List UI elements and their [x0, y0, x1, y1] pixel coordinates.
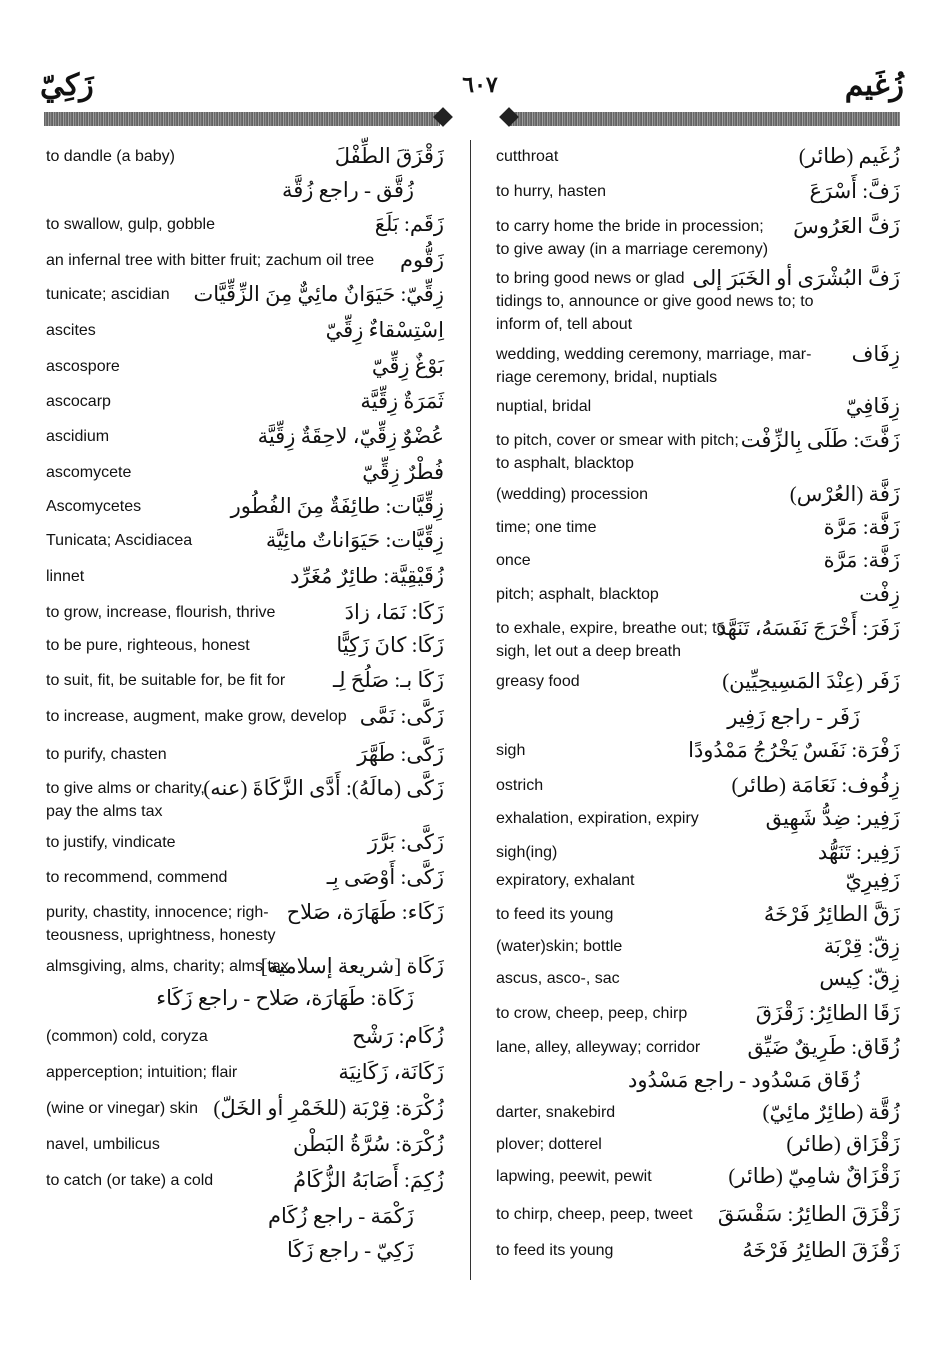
- entry-english: expiratory, exhalant: [496, 872, 635, 889]
- page-number: ٦٠٧: [462, 72, 498, 97]
- entry-arabic: زِقّ: كِيس: [819, 966, 900, 990]
- entry-arabic: زَكَاة [شريعة إسلامية]: [260, 954, 444, 978]
- entry-english: (wedding) procession: [496, 486, 649, 503]
- entry-english: to crow, cheep, peep, chirp: [496, 1005, 688, 1022]
- entry-arabic: فُطْرٌ زِقِّيّ: [362, 460, 444, 484]
- entry-english: linnet: [46, 568, 85, 585]
- entry-arabic: زِفَافِيّ: [845, 394, 900, 418]
- entry-arabic: زَكَا: كانَ زَكِيًّا: [336, 633, 444, 657]
- entry-english-continued: riage ceremony, bridal, nuptials: [496, 369, 718, 386]
- entry-english: to dandle (a baby): [46, 148, 175, 165]
- entry-arabic: اِسْتِسْقاءٌ زِقِّيّ: [325, 318, 444, 342]
- entry-arabic: زُغَيم (طائر): [798, 144, 900, 168]
- entry-arabic: زُكْرَة: قِرْبَة (للخَمْرِ أو الخَلّ): [213, 1096, 444, 1120]
- entry-arabic: زَكَّى (مالَهُ): أَدَّى الزَّكَاةَ (عنه): [203, 776, 444, 800]
- entry-arabic: زَفَّ العَرُوسَ: [793, 214, 900, 238]
- entry-english: to feed its young: [496, 1242, 614, 1259]
- entry-arabic: زِقِّيّ: حَيَوَانٌ مائِيٌّ مِنَ الزِّقِّيَّات: [193, 282, 444, 306]
- entry-english: to catch (or take) a cold: [46, 1172, 214, 1189]
- entry-english: pitch; asphalt, blacktop: [496, 586, 659, 603]
- entry-english: (wine or vinegar) skin: [46, 1100, 199, 1117]
- entry-arabic: ثَمَرَةٌ زِقِّيَّة: [360, 389, 444, 413]
- entry-arabic: زَقْزَاق (طائر): [786, 1132, 900, 1156]
- entry-english: ascites: [46, 322, 96, 339]
- entry-arabic: زَفْرَة: نَفَسٌ يَخْرُجُ مَمْدُودًا: [688, 738, 900, 762]
- entry-arabic: زَكَا: نَمَا، زادَ: [344, 600, 444, 624]
- entry-arabic: زَكَّى: بَرَّرَ: [367, 830, 444, 854]
- entry-english: to carry home the bride in procession;: [496, 218, 764, 235]
- entry-arabic: زَفَر (عِنْدَ المَسِيحِيِّين): [722, 669, 900, 693]
- entry-english: ascocarp: [46, 393, 111, 410]
- entry-arabic: زُقَّق - راجع زُقَّة: [281, 178, 414, 202]
- entry-arabic: زُقَّة (طائِرٌ مائِيّ): [762, 1100, 900, 1124]
- entry-english: tunicate; ascidian: [46, 286, 170, 303]
- entry-english: greasy food: [496, 673, 580, 690]
- entry-english: wedding, wedding ceremony, marriage, mar-: [496, 346, 812, 363]
- right-column: [494, 0, 900, 1363]
- entry-english: (water)skin; bottle: [496, 938, 623, 955]
- entry-english: cutthroat: [496, 148, 559, 165]
- entry-arabic: زَفَّ البُشْرَى أو الخَبَرَ إلى: [692, 266, 900, 290]
- entry-arabic: زَقْزَقَ الطائِرُ: سَقْسَقَ: [717, 1202, 900, 1226]
- entry-arabic: زُكْرَة: سُرَّةُ البَطْن: [292, 1132, 444, 1156]
- entry-english: darter, snakebird: [496, 1104, 616, 1121]
- entry-arabic: زَفَّة: مَرَّة: [823, 548, 900, 572]
- entry-arabic: زَفَّة (العُرْس): [789, 482, 900, 506]
- entry-arabic: زُكِمَ: أَصَابَهُ الزُّكَامُ: [293, 1168, 444, 1192]
- entry-english: to purify, chasten: [46, 746, 167, 763]
- entry-arabic: زَكَا بـ: صَلُحَ لِـ: [332, 668, 444, 692]
- entry-english: almsgiving, alms, charity; alms tax: [46, 958, 289, 975]
- entry-arabic: زُقَاق: طَرِيقٌ ضَيِّق: [747, 1035, 900, 1059]
- entry-english: navel, umbilicus: [46, 1136, 160, 1153]
- entry-english: once: [496, 552, 531, 569]
- entry-arabic: زَقُّوم: [399, 248, 444, 272]
- entry-english: apperception; intuition; flair: [46, 1064, 238, 1081]
- entry-arabic: زَفَرَ: أَخْرَجَ نَفَسَهُ، تَنَهَّدَ: [716, 616, 900, 640]
- entry-arabic: زَفَر - راجع زَفِير: [727, 705, 860, 729]
- entry-english: ascospore: [46, 358, 120, 375]
- entry-arabic: زَكَّى: طَهَّرَ: [357, 742, 444, 766]
- entry-arabic: زَكَّى: أَوْصَى بِـ: [326, 865, 444, 889]
- entry-arabic: زِقِّيَّات: حَيَوَاناتٌ مائِيَّة: [265, 528, 444, 552]
- entry-arabic: زُقَيْقِيَّة: طائِرٌ مُغَرِّد: [290, 564, 444, 588]
- entry-arabic: زَكْمَة - راجع زُكَام: [268, 1204, 414, 1228]
- entry-arabic: عُضْوٌ زِقِّيّ، لاحِقَةٌ زِقِّيَّة: [257, 424, 444, 448]
- entry-english: to give alms or charity,: [46, 780, 205, 797]
- entry-arabic: زَكَانَة، زَكَانِيَة: [338, 1060, 444, 1084]
- entry-arabic: زَكَاء: طَهَارَة، صَلاح: [286, 900, 444, 924]
- entry-arabic: بَوْغٌ زِقِّيّ: [371, 354, 444, 378]
- entry-english: to recommend, commend: [46, 869, 228, 886]
- entry-arabic: زَكِيّ - راجع زَكَا: [286, 1238, 414, 1262]
- entry-arabic: زَقَم: بَلَعَ: [374, 212, 444, 236]
- entry-english-continued: pay the alms tax: [46, 803, 163, 820]
- entry-english-continued: to give away (in a marriage ceremony): [496, 241, 769, 258]
- entry-arabic: زَقْزَاقٌ شامِيّ (طائر): [728, 1164, 900, 1188]
- entry-arabic: زِقِّيَّات: طائِفَةٌ مِنَ الفُطُور: [230, 494, 444, 518]
- entry-arabic: زَقَّ الطائِرُ فَرْخَهُ: [763, 902, 900, 926]
- entry-english: to be pure, righteous, honest: [46, 637, 250, 654]
- entry-english: ascidium: [46, 428, 110, 445]
- entry-english-continued: to asphalt, blacktop: [496, 455, 634, 472]
- entry-arabic: زُقَاق مَسْدُود - راجع مَسْدُود: [628, 1068, 860, 1092]
- entry-english-continued: teousness, uprightness, honesty: [46, 927, 276, 944]
- entry-english: to swallow, gulp, gobble: [46, 216, 215, 233]
- entry-english: plover; dotterel: [496, 1136, 602, 1153]
- entry-english: to feed its young: [496, 906, 614, 923]
- entry-english: lane, alley, alleyway; corridor: [496, 1039, 701, 1056]
- entry-english: exhalation, expiration, expiry: [496, 810, 699, 827]
- entry-arabic: زِفُوف: نَعَامَة (طائر): [731, 773, 900, 797]
- entry-english: to increase, augment, make grow, develop: [46, 708, 347, 725]
- entry-english: to pitch, cover or smear with pitch;: [496, 432, 739, 449]
- entry-arabic: زُكَام: رَشْح: [352, 1024, 444, 1048]
- entry-arabic: زَفِير: ضِدُّ شَهِيق: [765, 806, 900, 830]
- entry-english: to hurry, hasten: [496, 183, 606, 200]
- entry-english-continued: sigh, let out a deep breath: [496, 643, 682, 660]
- column-divider: [470, 140, 471, 1280]
- entry-english: (common) cold, coryza: [46, 1028, 208, 1045]
- entry-arabic: زِفَاف: [851, 342, 900, 366]
- entry-arabic: زَفِير: تَنَهُّد: [817, 840, 900, 864]
- header-guide-word-right: زُغَيم: [844, 69, 904, 102]
- entry-arabic: زِفْت: [859, 582, 900, 606]
- entry-arabic: زَكَّى: نَمَّى: [359, 704, 444, 728]
- left-column: [44, 0, 444, 1363]
- entry-arabic: زَكَاة: طَهَارَة، صَلاح - راجع زَكَاء: [156, 986, 414, 1010]
- entry-english: to bring good news or glad: [496, 270, 685, 287]
- entry-english: sigh(ing): [496, 844, 558, 861]
- entry-english-continued: inform of, tell about: [496, 316, 633, 333]
- entry-english: Ascomycetes: [46, 498, 142, 515]
- entry-arabic: زَفَّتَ: طَلَى بِالزِّفْت: [740, 428, 900, 452]
- entry-english: sigh: [496, 742, 526, 759]
- entry-english: Tunicata; Ascidiacea: [46, 532, 193, 549]
- entry-arabic: زَقْزَقَ الطِّفْلَ: [334, 144, 444, 168]
- entry-english: to exhale, expire, breathe out; to: [496, 620, 726, 637]
- entry-english: to chirp, cheep, peep, tweet: [496, 1206, 693, 1223]
- entry-english: ostrich: [496, 777, 544, 794]
- entry-arabic: زِقّ: قِرْبَة: [823, 934, 900, 958]
- entry-arabic: زَفِيرِيّ: [845, 868, 900, 892]
- entry-english: ascus, asco-, sac: [496, 970, 620, 987]
- entry-english: nuptial, bridal: [496, 398, 592, 415]
- entry-arabic: زَفَّة: مَرَّة: [823, 515, 900, 539]
- entry-arabic: زَقْزَقَ الطائِرُ فَرْخَهُ: [742, 1238, 900, 1262]
- entry-english: time; one time: [496, 519, 597, 536]
- entry-english: lapwing, peewit, pewit: [496, 1168, 652, 1185]
- entry-english-continued: tidings to, announce or give good news to; to: [496, 293, 814, 310]
- entry-english: to suit, fit, be suitable for, be fit for: [46, 672, 286, 689]
- entry-english: ascomycete: [46, 464, 132, 481]
- entry-english: to grow, increase, flourish, thrive: [46, 604, 276, 621]
- entry-arabic: زَفَّ: أَسْرَعَ: [809, 179, 900, 203]
- entry-english: purity, chastity, innocence; righ-: [46, 904, 269, 921]
- entry-arabic: زَقَا الطائِرُ: زَقْزَقَ: [755, 1001, 900, 1025]
- header-guide-word-left: زَكِيّ: [40, 69, 94, 102]
- entry-english: an infernal tree with bitter fruit; zachum oil tree: [46, 252, 375, 269]
- entry-english: to justify, vindicate: [46, 834, 176, 851]
